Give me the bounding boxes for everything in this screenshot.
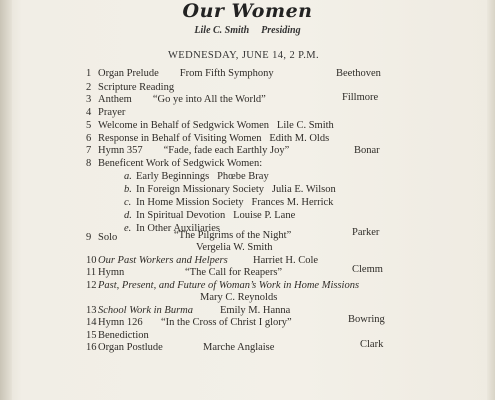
item-number: 12 bbox=[86, 280, 97, 291]
subitem-letter: c. bbox=[124, 197, 132, 208]
item-composer: Clemm bbox=[352, 264, 383, 275]
program-item bbox=[0, 67, 495, 81]
item-text: Hymn bbox=[98, 267, 125, 278]
item-text: Hymn 357 “Fade, fade each Earthly Joy” bbox=[98, 145, 290, 156]
date-line: WEDNESDAY, JUNE 14, 2 P.M. bbox=[168, 50, 320, 61]
subitem-text: Early Beginnings Phœbe Bray bbox=[136, 171, 269, 182]
subitem-text: In Foreign Missionary Society Julia E. Wilson bbox=[136, 184, 336, 195]
item-number: 15 bbox=[86, 330, 97, 341]
program-item bbox=[0, 93, 495, 107]
program-item bbox=[0, 341, 495, 355]
item-text: Prayer bbox=[98, 107, 126, 118]
item-number: 2 bbox=[86, 82, 92, 93]
item-composer: Clark bbox=[360, 339, 384, 350]
item-text: Organ Prelude From Fifth Symphony bbox=[98, 68, 274, 79]
item-text: Welcome in Behalf of Sedgwick Women Lile C. Smith bbox=[98, 120, 334, 131]
program-item bbox=[0, 316, 495, 330]
item-composer: Parker bbox=[352, 227, 380, 238]
presiding-line bbox=[0, 25, 495, 36]
item-composer: Bowring bbox=[348, 314, 385, 325]
program-item bbox=[0, 106, 495, 120]
item-number: 16 bbox=[86, 342, 97, 353]
item-number: 7 bbox=[86, 145, 92, 156]
item-number: 9 bbox=[86, 232, 92, 243]
presiding-role: Presiding bbox=[261, 25, 301, 36]
item-text: Anthem “Go ye into All the World” bbox=[98, 94, 266, 105]
subitem-letter: b. bbox=[124, 184, 132, 195]
item-text: Benediction bbox=[98, 330, 149, 341]
subitem-letter: d. bbox=[124, 210, 132, 221]
item-number: 11 bbox=[86, 267, 97, 278]
item-text: Solo bbox=[98, 232, 118, 243]
item-title: Our Past Workers and Helpers bbox=[98, 255, 228, 266]
item-number: 10 bbox=[86, 255, 97, 266]
item-number: 5 bbox=[86, 120, 92, 131]
item-piece: “The Pilgrims of the Night” bbox=[174, 230, 292, 241]
item-title: School Work in Burma bbox=[98, 305, 193, 316]
page-title: Our Women bbox=[182, 0, 313, 22]
item-number: 13 bbox=[86, 305, 97, 316]
item-text: Hymn 126 “In the Cross of Christ I glory” bbox=[98, 317, 292, 328]
item-composer: Beethoven bbox=[336, 68, 381, 79]
program-subitem bbox=[0, 209, 495, 223]
subitem-text: In Home Mission Society Frances M. Herrick bbox=[136, 197, 334, 208]
item-performer: Mary C. Reynolds bbox=[200, 292, 278, 303]
program-subitem bbox=[0, 183, 495, 197]
item-text: Response in Behalf of Visiting Women Edith M. Olds bbox=[98, 133, 330, 144]
item-number: 1 bbox=[86, 68, 92, 79]
subitem-text: In Other Auxiliaries bbox=[136, 223, 220, 234]
subitem-text: In Spiritual Devotion Louise P. Lane bbox=[136, 210, 296, 221]
item-performer-row bbox=[0, 291, 495, 305]
program-item bbox=[0, 144, 495, 158]
item-text: Organ Postlude bbox=[98, 342, 163, 353]
item-number: 3 bbox=[86, 94, 92, 105]
item-piece: Marche Anglaise bbox=[203, 342, 275, 353]
item-number: 8 bbox=[86, 158, 92, 169]
item-number: 14 bbox=[86, 317, 97, 328]
program-item bbox=[0, 119, 495, 133]
presiding-name: Lile C. Smith bbox=[194, 25, 250, 36]
program-subitem bbox=[0, 196, 495, 210]
item-number: 4 bbox=[86, 107, 92, 118]
item-performer: Vergelia W. Smith bbox=[196, 242, 273, 253]
item-speaker: Emily M. Hanna bbox=[220, 305, 291, 316]
program-subitem bbox=[0, 170, 495, 184]
program-item bbox=[0, 157, 495, 171]
item-speaker: Harriet H. Cole bbox=[253, 255, 319, 266]
subitem-letter: a. bbox=[124, 171, 132, 182]
program-item bbox=[0, 266, 495, 280]
item-text: Beneficent Work of Sedgwick Women: bbox=[98, 158, 263, 169]
item-performer-row bbox=[0, 241, 495, 255]
item-composer: Fillmore bbox=[342, 92, 379, 103]
item-text: Scripture Reading bbox=[98, 82, 175, 93]
item-number: 6 bbox=[86, 133, 92, 144]
item-piece: “The Call for Reapers” bbox=[185, 267, 283, 278]
item-composer: Bonar bbox=[354, 145, 380, 156]
item-title: Past, Present, and Future of Woman’s Work in Home Missions bbox=[98, 280, 360, 291]
subitem-letter: e. bbox=[124, 223, 132, 234]
